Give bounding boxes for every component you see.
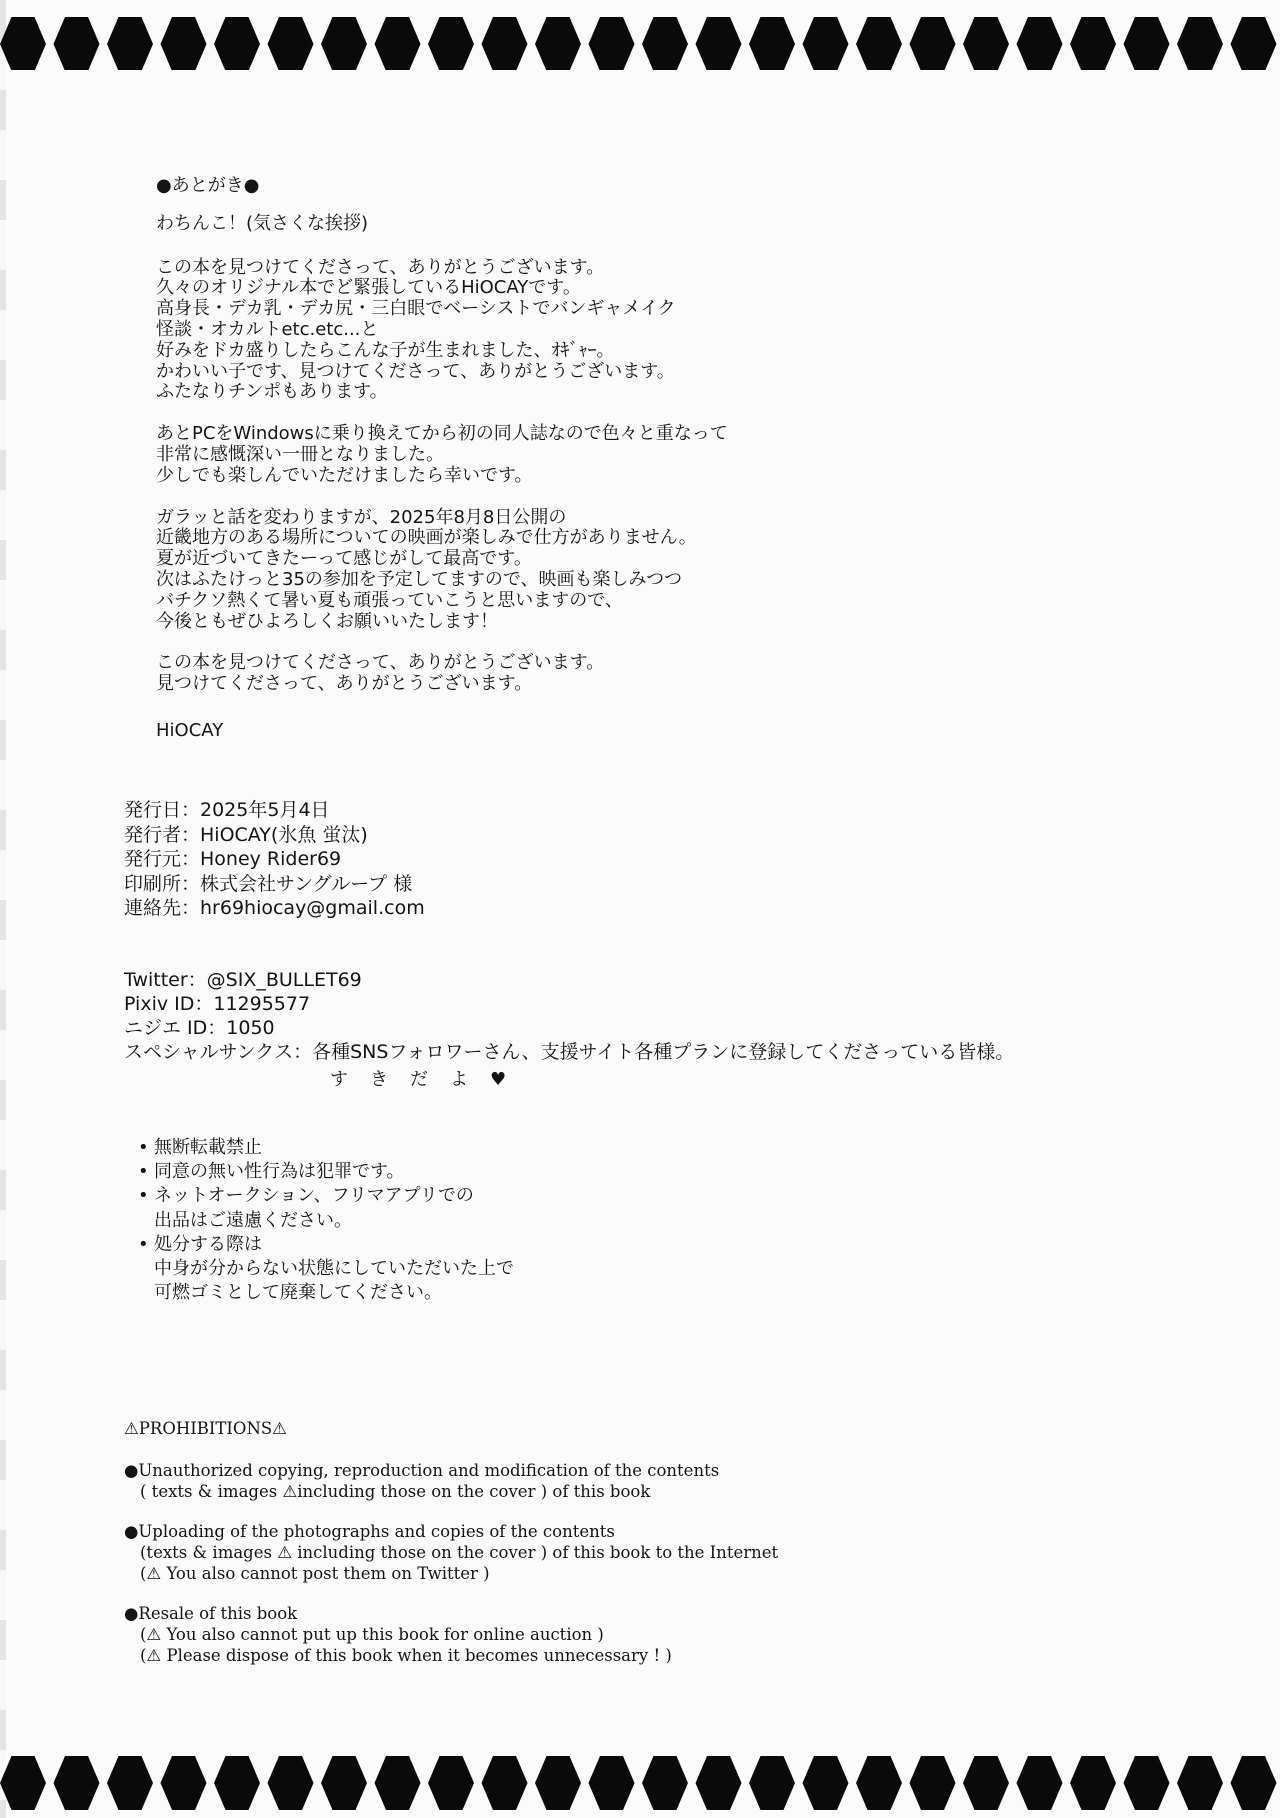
hexagon-shape bbox=[1124, 17, 1170, 70]
afterword-line: 久々のオリジナル本でど緊張しているHiOCAYです。 bbox=[156, 277, 581, 299]
hexagon-shape bbox=[642, 17, 688, 70]
afterword-paragraph bbox=[156, 258, 728, 404]
hexagon-shape bbox=[535, 1756, 581, 1810]
notice-item bbox=[138, 1209, 514, 1233]
afterword-greeting: わちんこ！(気さくな挨拶) bbox=[156, 212, 369, 234]
afterword-line: 少しでも楽しんでいただけましたら幸いです。 bbox=[156, 464, 533, 486]
notice-text: 可燃ゴミとして廃棄してください。 bbox=[154, 1282, 442, 1304]
hexagon-shape bbox=[214, 1756, 260, 1810]
hexagon-border-bottom bbox=[0, 1745, 1280, 1815]
hexagon-border-top bbox=[0, 0, 1280, 70]
hexagon-shape bbox=[856, 1756, 902, 1810]
hexagon-shape bbox=[321, 1756, 367, 1810]
social-line: ニジエ ID：1050 bbox=[124, 1017, 275, 1039]
prohibition-gap bbox=[124, 1584, 778, 1603]
notice-text: ネットオークション、フリマアプリでの bbox=[154, 1185, 474, 1207]
prohibition-line: ( texts & images ⚠including those on the cover ) of this book bbox=[140, 1482, 651, 1501]
signature: HiOCAY bbox=[156, 720, 224, 741]
afterword-line: 好みをドカ盛りしたらこんな子が生まれました、ｵｷﾞｬｰ。 bbox=[156, 339, 615, 361]
hexagon-shape bbox=[1017, 1756, 1063, 1810]
afterword-line: 近畿地方のある場所についての映画が楽しみで仕方がありません。 bbox=[156, 527, 697, 549]
notice-text: 処分する際は bbox=[154, 1233, 262, 1255]
afterword-line: かわいい子です、見つけてくださって、ありがとうございます。 bbox=[156, 360, 675, 382]
afterword-line: バチクソ熱くて暑い夏も頑張っていこうと思いますので、 bbox=[156, 589, 623, 611]
colophon-line: 印刷所：株式会社サングループ 様 bbox=[124, 872, 413, 895]
hexagon-shape bbox=[1124, 1756, 1170, 1810]
hexagon-shape bbox=[910, 17, 956, 70]
hexagon-shape bbox=[963, 17, 1009, 70]
colophon-line: 発行元：Honey Rider69 bbox=[124, 848, 342, 870]
afterword-line: この本を見つけてくださって、ありがとうございます。 bbox=[156, 652, 605, 674]
hexagon-shape bbox=[214, 17, 260, 70]
afterword-line: ふたなりチンポもあります。 bbox=[156, 381, 388, 403]
hexagon-shape bbox=[1070, 17, 1116, 70]
afterword-line: 今後ともぜひよろしくお願いいたします！ bbox=[156, 610, 498, 632]
afterword-paragraph bbox=[156, 424, 728, 486]
hexagon-shape bbox=[107, 1756, 153, 1810]
notice-item bbox=[138, 1257, 514, 1281]
afterword-line: この本を見つけてくださって、ありがとうございます。 bbox=[156, 256, 605, 278]
afterword-line: 高身長・デカ乳・デカ尻・三白眼でベーシストでバンギャメイク bbox=[156, 298, 676, 320]
afterword-paragraph bbox=[156, 508, 728, 633]
prohibition-line: ●Unauthorized copying, reproduction and modification of the contents bbox=[124, 1461, 720, 1480]
hexagon-shape bbox=[749, 1756, 795, 1810]
hexagon-shape bbox=[589, 1756, 635, 1810]
social-line: スペシャルサンクス：各種SNSフォロワーさん、支援サイト各種プランに登録してくださっている皆様。 bbox=[124, 1041, 1015, 1063]
hexagon-shape bbox=[0, 17, 46, 70]
hexagon-shape bbox=[161, 1756, 207, 1810]
notice-item bbox=[138, 1136, 514, 1160]
hexagon-shape bbox=[161, 17, 207, 70]
hexagon-shape bbox=[696, 1756, 742, 1810]
hexagon-shape bbox=[1231, 1756, 1277, 1810]
afterword-line: あとPCをWindowsに乗り換えてから初の同人誌なので色々と重なって bbox=[156, 423, 728, 445]
hexagon-shape bbox=[642, 1756, 688, 1810]
prohibition-gap bbox=[124, 1502, 778, 1521]
hexagon-shape bbox=[1177, 17, 1223, 70]
hexagon-shape bbox=[696, 17, 742, 70]
afterword-paragraph bbox=[156, 653, 728, 695]
prohibition-item bbox=[124, 1603, 778, 1666]
hexagon-shape bbox=[963, 1756, 1009, 1810]
prohibitions bbox=[124, 1418, 778, 1666]
hexagon-shape bbox=[0, 1756, 46, 1810]
social-line: Pixiv ID：11295577 bbox=[124, 993, 311, 1015]
prohibition-line: (⚠ You also cannot put up this book for online auction ) bbox=[140, 1625, 604, 1644]
hexagon-shape bbox=[268, 17, 314, 70]
hexagon-shape bbox=[321, 17, 367, 70]
afterword-line: ガラッと話を変わりますが、2025年8月8日公開の bbox=[156, 506, 567, 528]
hexagon-shape bbox=[107, 17, 153, 70]
afterword-line: 見つけてくださって、ありがとうございます。 bbox=[156, 673, 533, 695]
notice-item bbox=[138, 1160, 514, 1184]
prohibitions-list bbox=[124, 1460, 778, 1666]
notice-item bbox=[138, 1281, 514, 1305]
prohibition-item bbox=[124, 1460, 778, 1502]
hexagon-shape bbox=[375, 1756, 421, 1810]
prohibition-line: ●Resale of this book bbox=[124, 1604, 298, 1623]
afterword bbox=[156, 176, 728, 716]
love-message bbox=[330, 1065, 506, 1091]
page-edge-shadow bbox=[0, 0, 6, 1818]
hexagon-shape bbox=[428, 17, 474, 70]
notice-bullet: • bbox=[138, 1185, 149, 1207]
notice-item bbox=[138, 1184, 514, 1208]
notice-bullet: • bbox=[138, 1233, 149, 1255]
notice-text: 出品はご遠慮ください。 bbox=[154, 1209, 352, 1231]
prohibition-line: ●Uploading of the photographs and copies of the contents bbox=[124, 1522, 615, 1541]
hexagon-shape bbox=[428, 1756, 474, 1810]
prohibition-line: (texts & images ⚠ including those on the cover ) of this book to the Internet bbox=[140, 1543, 779, 1562]
notice-bullet: • bbox=[138, 1161, 149, 1183]
notice-text: 中身が分からない状態にしていただいた上で bbox=[154, 1258, 514, 1280]
hexagon-shape bbox=[1070, 1756, 1116, 1810]
afterword-line: 夏が近づいてきたーって感じがして最高です。 bbox=[156, 548, 532, 570]
afterword-line: 次はふたけっと35の参加を予定してますので、映画も楽しみつつ bbox=[156, 568, 683, 590]
hexagon-shape bbox=[749, 17, 795, 70]
prohibition-item bbox=[124, 1521, 778, 1584]
colophon-line: 発行者：HiOCAY(氷魚 蛍汰) bbox=[124, 823, 368, 846]
colophon-line: 連絡先：hr69hiocay@gmail.com bbox=[124, 897, 425, 919]
social-links bbox=[124, 968, 1014, 1064]
hexagon-shape bbox=[1017, 17, 1063, 70]
prohibition-line: (⚠ You also cannot post them on Twitter ) bbox=[140, 1564, 490, 1583]
hexagon-shape bbox=[268, 1756, 314, 1810]
notice-bullet: • bbox=[138, 1137, 149, 1158]
notice-text: 無断転載禁止 bbox=[154, 1137, 262, 1158]
colophon bbox=[124, 798, 425, 921]
hexagon-shape bbox=[375, 17, 421, 70]
hexagon-shape bbox=[535, 17, 581, 70]
afterword-heading: ●あとがき● bbox=[156, 175, 260, 196]
hexagon-shape bbox=[1177, 1756, 1223, 1810]
hexagon-shape bbox=[803, 17, 849, 70]
love-text: すきだよ bbox=[330, 1069, 490, 1090]
hexagon-shape bbox=[54, 17, 100, 70]
hexagon-shape bbox=[589, 17, 635, 70]
hexagon-shape bbox=[1231, 17, 1277, 70]
notices bbox=[138, 1136, 514, 1305]
afterword-line: 怪談・オカルトetc.etc...と bbox=[156, 318, 379, 340]
hexagon-shape bbox=[54, 1756, 100, 1810]
afterword-body bbox=[156, 258, 728, 695]
afterword-line: 非常に感慨深い一冊となりました。 bbox=[156, 443, 444, 465]
social-line: Twitter：@SIX_BULLET69 bbox=[124, 969, 362, 991]
hexagon-shape bbox=[482, 17, 528, 70]
colophon-line: 発行日：2025年5月4日 bbox=[124, 799, 330, 821]
prohibitions-title: ⚠PROHIBITIONS⚠ bbox=[124, 1419, 287, 1438]
hexagon-shape bbox=[910, 1756, 956, 1810]
notice-text: 同意の無い性行為は犯罪です。 bbox=[154, 1161, 405, 1183]
heart-icon: ♥ bbox=[490, 1069, 507, 1090]
hexagon-shape bbox=[803, 1756, 849, 1810]
notice-item bbox=[138, 1233, 514, 1257]
prohibition-line: (⚠ Please dispose of this book when it becomes unnecessary ! ) bbox=[140, 1646, 672, 1665]
hexagon-shape bbox=[856, 17, 902, 70]
hexagon-shape bbox=[482, 1756, 528, 1810]
